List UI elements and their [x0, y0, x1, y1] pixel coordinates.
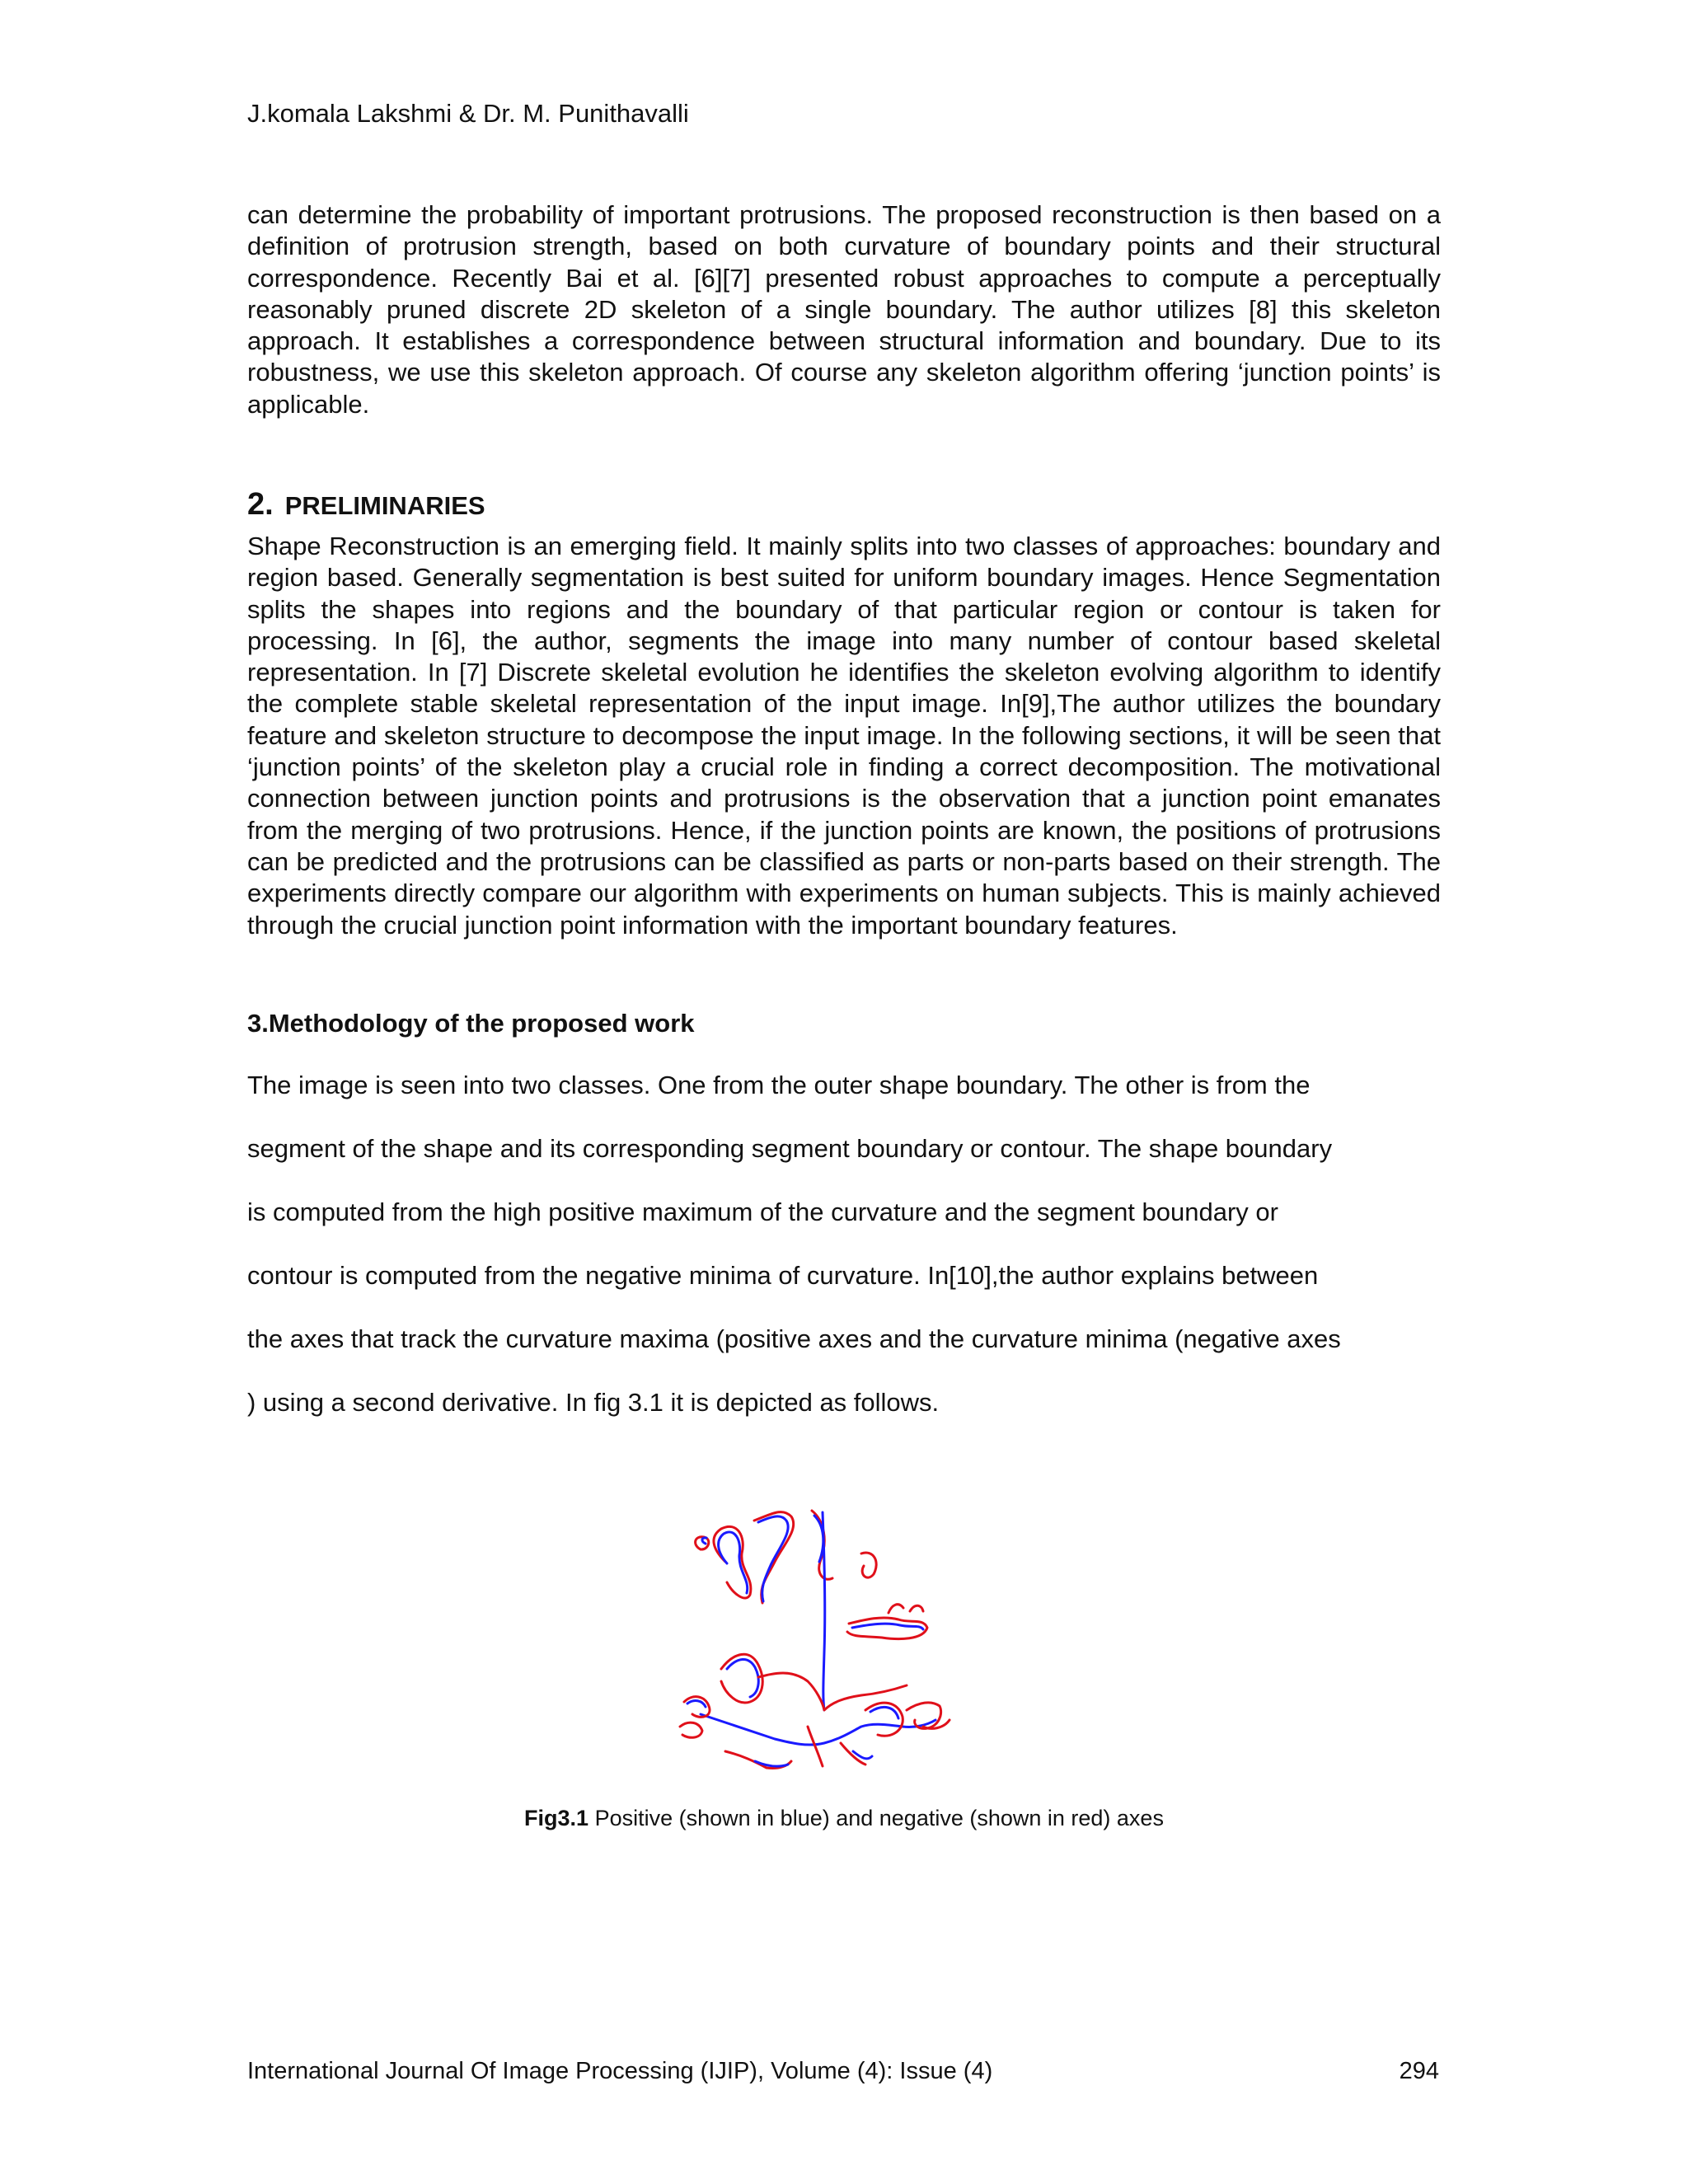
positive-axis-curve [852, 1624, 923, 1629]
figure-caption-text: Positive (shown in blue) and negative (shown in red) axes [588, 1806, 1164, 1830]
negative-axis-main [758, 1673, 907, 1710]
methodology-line: segment of the shape and its corresponding segment boundary or contour. The shape boundary [247, 1134, 1333, 1163]
intro-paragraph: can determine the probability of important protrusions. The proposed reconstruction is then based on a definition of protrusion strength, based on both curvature of boundary points and their structural correspondence. Recently Bai et al. [6][7] presented robust approaches to compute a perceptually reasonably pruned discrete 2D skeleton of a single boundary. The author utilizes [8] this skeleton approach. It establishes a correspondence between structural information and boundary. Due to its robustness, we use this skeleton approach. Of course any skeleton algorithm offering ‘junction points’ is applicable. [247, 200, 1441, 419]
methodology-line: The image is seen into two classes. One from the outer shape boundary. The other is from the [247, 1071, 1311, 1099]
figure-caption [0, 1803, 1688, 1833]
positive-axis-main [823, 1512, 825, 1710]
methodology-line: contour is computed from the negative minima of curvature. In[10],the author explains between [247, 1261, 1319, 1290]
negative-axis-curve [680, 1722, 702, 1737]
section-2-number: 2. [247, 487, 274, 522]
running-header-authors: J.komala Lakshmi & Dr. M. Punithavalli [247, 99, 689, 128]
positive-axis-curve [687, 1701, 706, 1707]
positive-axis-curve [702, 1538, 706, 1544]
methodology-line: is computed from the high positive maximum of the curvature and the segment boundary or [247, 1197, 1278, 1226]
negative-axis-curve [847, 1618, 927, 1639]
footer-page-number: 294 [1399, 2058, 1439, 2084]
section-2-title: PRELIMINARIES [284, 491, 485, 520]
negative-axis-curve [861, 1553, 876, 1577]
methodology-line: ) using a second derivative. In fig 3.1 it is depicted as follows. [247, 1388, 940, 1417]
skeleton-axes-figure [676, 1504, 989, 1780]
negative-axis-curve [721, 1654, 762, 1703]
footer-journal: International Journal Of Image Processing (IJIP), Volume (4): Issue (4) [247, 2058, 993, 2084]
positive-axis-curve [758, 1516, 788, 1601]
figure-caption-label: Fig3.1 [524, 1806, 589, 1830]
positive-axis-curve [870, 1707, 898, 1718]
negative-axis-curve [808, 1727, 823, 1766]
negative-axis-curve [841, 1743, 865, 1765]
negative-axis-curve [889, 1605, 923, 1613]
figure-3-1 [676, 1504, 989, 1780]
methodology-line: the axes that track the curvature maxima (positive axes and the curvature minima (negative axes [247, 1324, 1341, 1353]
preliminaries-paragraph: Shape Reconstruction is an emerging field. It mainly splits into two classes of approaches: boundary and region based. Generally segmentation is best suited for uniform boundary images. Hence Segmentation splits the shapes into regions and the boundary of that particular region or contour is taken for processing. In [6], the author, segments the image into many number of contour based skeletal representation. In [7] Discrete skeletal evolution he identifies the skeleton evolving algorithm to identify the complete stable skeletal representation of the input image. In[9],The author utilizes the boundary feature and skeleton structure to decompose the input image. In the following sections, it will be seen that ‘junction points’ of the skeleton play a crucial role in finding a correct decomposition. The motivational connection between junction points and protrusions is the observation that a junction point emanates from the merging of two protrusions. Hence, if the junction points are known, the positions of protrusions can be predicted and the protrusions can be classified as parts or non-parts based on their strength. The experiments directly compare our algorithm with experiments on human subjects. This is mainly achieved through the crucial junction point information with the important boundary features. [247, 532, 1441, 940]
positive-axis-curve [727, 1659, 758, 1697]
section-3-heading: 3.Methodology of the proposed work [247, 1009, 695, 1038]
section-2-heading [247, 486, 485, 524]
